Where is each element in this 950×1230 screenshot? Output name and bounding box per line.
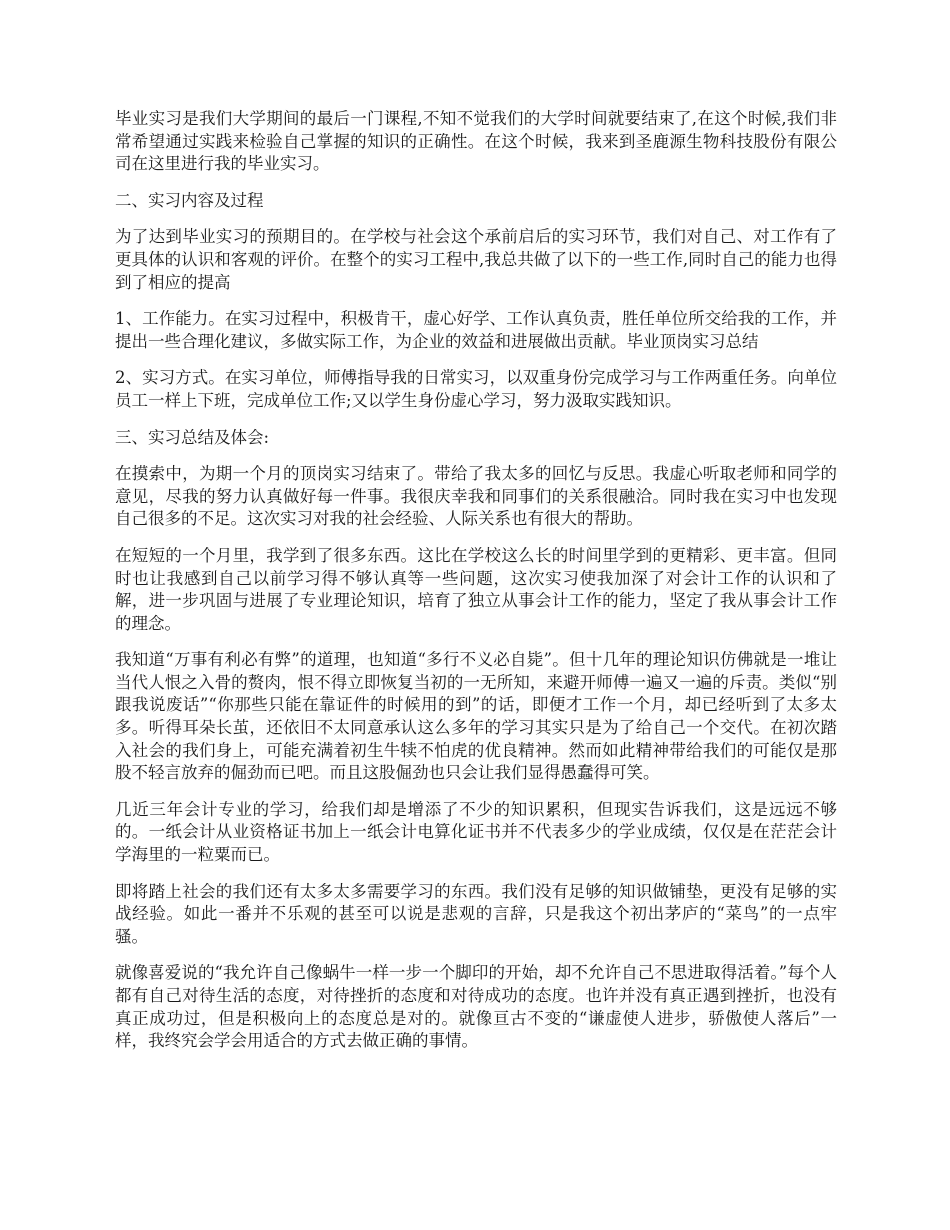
summary-paragraph-5: 即将踏上社会的我们还有太多太多需要学习的东西。我们没有足够的知识做铺垫，更没有足够的实战经验。如此一番并不乐观的甚至可以说是悲观的言辞，只是我这个初出茅庐的“菜鸟”的一点牢骚。 (115, 881, 837, 946)
section-heading-summary: 三、实习总结及体会: (115, 427, 270, 447)
summary-paragraph-1: 在摸索中，为期一个月的顶岗实习结束了。带给了我太多的回忆与反思。我虚心听取老师和同学的意见，尽我的努力认真做好每一件事。我很庆幸我和同事们的关系很融洽。同时我在实习中也发现自己很多的不足。这次实习对我的社会经验、人际关系也有很大的帮助。 (115, 464, 837, 529)
summary-paragraph-6: 就像喜爱说的“我允许自己像蜗牛一样一步一个脚印的开始，却不允许自己不思进取得活着。”每个人都有自己对待生活的态度，对待挫折的态度和对待成功的态度。也许并没有真正遇到挫折，也没有真正成功过，但是积极向上的态度总是对的。就像亘古不变的“谦虚使人进步，骄傲使人落后”一样，我终究会学会用适合的方式去做正确的事情。 (115, 963, 837, 1051)
internship-method-paragraph: 2、实习方式。在实习单位，师傅指导我的日常实习，以双重身份完成学习与工作两重任务。向单位员工一样上下班，完成单位工作;又以学生身份虚心学习，努力汲取实践知识。 (115, 368, 837, 410)
summary-paragraph-2: 在短短的一个月里，我学到了很多东西。这比在学校这么长的时间里学到的更精彩、更丰富。但同时也让我感到自己以前学习得不够认真等一些问题，这次实习使我加深了对会计工作的认识和了解，进一步巩固与进展了专业理论知识，培育了独立从事会计工作的能力，坚定了我从事会计工作的理念。 (115, 545, 837, 633)
work-ability-paragraph: 1、工作能力。在实习过程中，积极肯干，虚心好学、工作认真负责，胜任单位所交给我的工作，并提出一些合理化建议，多做实际工作，为企业的效益和进展做出贡献。毕业顶岗实习总结 (115, 309, 837, 351)
intro-paragraph: 毕业实习是我们大学期间的最后一门课程,不知不觉我们的大学时间就要结束了,在这个时候,我们非常希望通过实践来检验自己掌握的知识的正确性。在这个时候，我来到圣鹿源生物科技股份有限公司在这里进行我的毕业实习。 (115, 109, 837, 174)
summary-paragraph-4: 几近三年会计专业的学习，给我们却是增添了不少的知识累积，但现实告诉我们，这是远远不够的。一纸会计从业资格证书加上一纸会计电算化证书并不代表多少的学业成绩，仅仅是在茫茫会计学海里的一粒粟而已。 (115, 799, 837, 865)
section-heading-content-process: 二、实习内容及过程 (115, 190, 264, 210)
document-body (115, 108, 837, 1067)
purpose-paragraph: 为了达到毕业实习的预期目的。在学校与社会这个承前启后的实习环节，我们对自己、对工作有了更具体的认识和客观的评价。在整个的实习工程中,我总共做了以下的一些工作,同时自己的能力也得到了相应的提高 (115, 227, 837, 292)
summary-paragraph-3: 我知道“万事有利必有弊”的道理，也知道“多行不义必自毙”。但十几年的理论知识仿佛就是一堆让当代人恨之入骨的赘肉，恨不得立即恢复当初的一无所知，来避开师傅一遍又一遍的斥责。类似“别跟我说废话”“你那些只能在靠证件的时候用的到”的话，即便才工作一个月，却已经听到了太多太多。听得耳朵长茧，还依旧不太同意承认这么多年的学习其实只是为了给自己一个交代。在初次踏入社会的我们身上，可能充满着初生牛犊不怕虎的优良精神。然而如此精神带给我们的可能仅是那股不轻言放弃的倔劲而已吧。而且这股倔劲也只会让我们显得愚蠢得可笑。 (115, 650, 837, 783)
